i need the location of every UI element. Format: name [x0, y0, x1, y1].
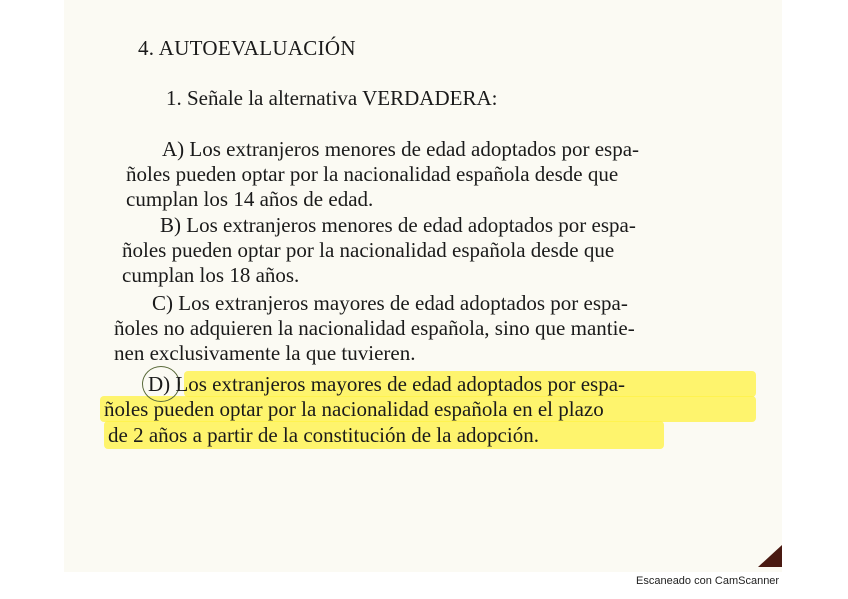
- option-d-line-3: de 2 años a partir de la constitución de la adopción.: [108, 423, 539, 447]
- option-a-line-2: ñoles pueden optar por la nacionalidad española desde que: [126, 162, 619, 186]
- page-corner-mark: [758, 545, 782, 567]
- option-d-line-1: D) Los extranjeros mayores de edad adoptados por espa-: [148, 372, 626, 396]
- option-c-line-1: C) Los extranjeros mayores de edad adoptados por espa-: [152, 291, 628, 315]
- option-c-line-3: nen exclusivamente la que tuvieren.: [114, 341, 416, 365]
- option-b-line-2: ñoles pueden optar por la nacionalidad española desde que: [122, 238, 615, 262]
- option-b-line-1: B) Los extranjeros menores de edad adoptados por espa-: [160, 213, 636, 237]
- camscanner-watermark: Escaneado con CamScanner: [636, 575, 780, 587]
- question-text: 1. Señale la alternativa VERDADERA:: [166, 86, 498, 110]
- option-a-line-1: A) Los extranjeros menores de edad adoptados por espa-: [162, 137, 640, 161]
- option-c-line-2: ñoles no adquieren la nacionalidad española, sino que mantie-: [114, 316, 635, 340]
- scanned-page: [64, 0, 782, 572]
- option-b-line-3: cumplan los 18 años.: [122, 263, 300, 287]
- section-heading: 4. AUTOEVALUACIÓN: [138, 36, 356, 60]
- option-a-line-3: cumplan los 14 años de edad.: [126, 187, 374, 211]
- option-d-line-2: ñoles pueden optar por la nacionalidad española en el plazo: [104, 397, 604, 421]
